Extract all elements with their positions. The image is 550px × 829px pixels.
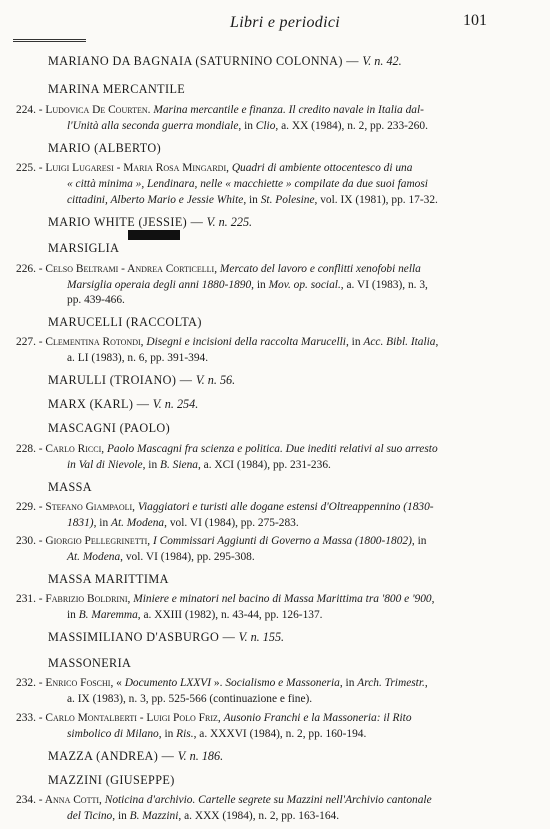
- citation-text: , a. XXXVI (1984), n. 2, pp. 160-194.: [193, 728, 367, 740]
- citation-text: , vol. VI (1984), pp. 275-283.: [164, 517, 299, 529]
- citation-text: ».: [211, 677, 226, 689]
- citation-text: a. LI (1983), n. 6, pp. 391-394.: [67, 352, 209, 364]
- citation-text: , in: [158, 728, 177, 740]
- citation-text: , in: [93, 517, 111, 529]
- title-text: Socialismo e Massoneria: [225, 677, 340, 689]
- entry-first-line: [16, 103, 424, 118]
- citation-text: , in: [251, 279, 269, 291]
- subject-heading: [48, 54, 402, 69]
- title-text: « città minima », Lendinara, nelle « macchiette » compilate da due suoi famosi: [67, 178, 428, 190]
- subject-heading: [48, 373, 235, 388]
- heading-text: MASSIMILIANO D'ASBURGO —: [48, 630, 239, 644]
- heading-text: MASCAGNI (PAOLO): [48, 421, 171, 435]
- citation-text: , in: [411, 535, 427, 547]
- title-text: Marsiglia operaia degli anni 1880-1890: [67, 279, 252, 291]
- title-text: Documento LXXVI: [124, 677, 212, 689]
- author-names: - Anna Cotti,: [38, 794, 105, 806]
- entry-continuation-line: [67, 608, 323, 623]
- title-text: Viaggiatori e turisti alle dogane estensi d'Oltreappennino (1830-: [137, 501, 434, 513]
- subject-heading: [48, 315, 202, 330]
- entry-continuation-line: [67, 516, 299, 531]
- title-text: Quadri di ambiente ottocentesco di una: [231, 162, 413, 174]
- title-text: St. Polesine: [260, 194, 315, 206]
- entry-first-line: [16, 676, 428, 691]
- subject-heading: [48, 397, 198, 412]
- subject-heading: [48, 421, 170, 436]
- citation-text: , a. XXX (1984), n. 2, pp. 163-164.: [178, 810, 340, 822]
- page-header-title: Libri e periodici: [230, 14, 340, 31]
- citation-text: in: [67, 609, 79, 621]
- title-text: Disegni e incisioni della raccolta Marucelli: [146, 336, 346, 348]
- citation-text: , a. VI (1983), n. 3,: [340, 279, 428, 291]
- citation-text: , a. XX (1984), n. 2, pp. 233-260.: [275, 120, 428, 132]
- entry-number: 228.: [16, 443, 39, 455]
- entry-continuation-line: [67, 809, 339, 824]
- entry-continuation-line: [67, 193, 438, 208]
- title-text: Paolo Mascagni fra scienza e politica. Due inediti relativi al suo arresto: [106, 443, 438, 455]
- heading-text: MARINA MERCANTILE: [48, 82, 186, 96]
- entry-continuation-line: [67, 727, 366, 742]
- entry-first-line: [16, 711, 412, 726]
- header-rule: [13, 39, 86, 40]
- title-text: del Ticino: [67, 810, 113, 822]
- author-names: - Celso Beltrami - Andrea Corticelli,: [38, 263, 220, 275]
- subject-heading: [48, 656, 131, 671]
- redaction-mark: [128, 230, 180, 240]
- author-names: - Enrico Foschi,: [38, 677, 117, 689]
- citation-text: , a. XXIII (1982), n. 43-44, pp. 126-137.: [137, 609, 323, 621]
- title-text: Ausonio Franchi e la Massoneria: il Rito: [223, 712, 412, 724]
- subject-heading: [48, 82, 185, 97]
- title-text: Clio: [255, 120, 276, 132]
- citation-text: , in: [339, 677, 358, 689]
- heading-text: MARUCELLI (RACCOLTA): [48, 315, 202, 329]
- citation-text: , in: [345, 336, 364, 348]
- title-text: in Val di Nievole: [67, 459, 143, 471]
- cross-reference: V. n. 56.: [195, 373, 236, 387]
- author-names: - Clementina Rotondi,: [38, 336, 147, 348]
- heading-text: MASSA MARITTIMA: [48, 572, 169, 586]
- entry-first-line: [16, 793, 432, 808]
- citation-text: ,: [424, 677, 428, 689]
- title-text: Marina mercantile e finanza. Il credito navale in Italia dal-: [153, 104, 424, 116]
- citation-text: , a. XCI (1984), pp. 231-236.: [197, 459, 331, 471]
- author-names: - Giorgio Pellegrinetti,: [38, 535, 153, 547]
- title-text: l'Unità alla seconda guerra mondiale: [67, 120, 239, 132]
- citation-text: , in: [238, 120, 256, 132]
- subject-heading: [48, 480, 92, 495]
- subject-heading: [48, 241, 119, 256]
- title-text: Arch. Trimestr.: [357, 677, 425, 689]
- title-text: simbolico di Milano: [67, 728, 159, 740]
- title-text: B. Siena: [160, 459, 198, 471]
- citation-text: , in: [243, 194, 261, 206]
- title-text: At. Modena: [67, 551, 121, 563]
- subject-heading: [48, 215, 252, 230]
- heading-text: MARIO WHITE (JESSIE) —: [48, 215, 207, 229]
- author-names: - Carlo Ricci,: [38, 443, 107, 455]
- entry-continuation-line: [67, 119, 428, 134]
- title-text: Ris.: [176, 728, 194, 740]
- citation-text: , vol. IX (1981), pp. 17-32.: [314, 194, 438, 206]
- entry-continuation-line: [67, 293, 125, 308]
- entry-number: 234.: [16, 794, 39, 806]
- title-text: Noticina d'archivio. Cartelle segrete su Mazzini nell'Archivio cantonale: [104, 794, 432, 806]
- title-text: Acc. Bibl. Italia: [363, 336, 436, 348]
- entry-number: 232.: [16, 677, 39, 689]
- subject-heading: [48, 773, 175, 788]
- cross-reference: V. n. 155.: [238, 630, 285, 644]
- citation-text: , in: [142, 459, 161, 471]
- heading-text: MARX (KARL) —: [48, 397, 153, 411]
- entry-number: 230.: [16, 535, 39, 547]
- title-text: Miniere e minatori nel bacino di Massa Marittima tra '800 e '900: [133, 593, 432, 605]
- entry-number: 227.: [16, 336, 39, 348]
- entry-first-line: [16, 592, 434, 607]
- citation-text: pp. 439-466.: [67, 294, 125, 306]
- entry-first-line: [16, 161, 412, 176]
- entry-first-line: [16, 534, 426, 549]
- entry-continuation-line: [67, 177, 428, 192]
- citation-text: a. IX (1983), n. 3, pp. 525-566 (continuazione e fine).: [67, 693, 313, 705]
- title-text: 1831): [67, 517, 94, 529]
- subject-heading: [48, 572, 169, 587]
- heading-text: MASSONERIA: [48, 656, 132, 670]
- entry-number: 229.: [16, 501, 39, 513]
- page-number: 101: [463, 12, 487, 29]
- heading-text: MARSIGLIA: [48, 241, 120, 255]
- entry-first-line: [16, 262, 421, 277]
- author-names: - Luigi Lugaresi - Maria Rosa Mingardi,: [38, 162, 232, 174]
- heading-text: MAZZA (ANDREA) —: [48, 749, 178, 763]
- heading-text: MARIO (ALBERTO): [48, 141, 162, 155]
- citation-text: ,: [431, 593, 435, 605]
- author-names: - Stefano Giampaoli,: [38, 501, 138, 513]
- header-rule-second: [13, 41, 86, 42]
- heading-text: MAZZINI (GIUSEPPE): [48, 773, 175, 787]
- entry-continuation-line: [67, 278, 428, 293]
- title-text: At. Modena: [110, 517, 165, 529]
- title-text: I Commissari Aggiunti di Governo a Massa (1800-1802): [152, 535, 412, 547]
- heading-text: MARIANO DA BAGNAIA (SATURNINO COLONNA) —: [48, 54, 363, 68]
- citation-text: ,: [435, 336, 439, 348]
- title-text: B. Maremma: [78, 609, 138, 621]
- entry-number: 224.: [16, 104, 39, 116]
- cross-reference: V. n. 42.: [362, 54, 402, 68]
- entry-first-line: [16, 500, 434, 515]
- title-text: Mercato del lavoro e conflitti xenofobi nella: [219, 263, 421, 275]
- entry-continuation-line: [67, 458, 331, 473]
- heading-text: MARULLI (TROIANO) —: [48, 373, 196, 387]
- citation-text: «: [116, 677, 125, 689]
- entry-number: 233.: [16, 712, 39, 724]
- entry-continuation-line: [67, 550, 255, 565]
- entry-number: 231.: [16, 593, 39, 605]
- title-text: Mov. op. social.: [268, 279, 341, 291]
- entry-continuation-line: [67, 351, 208, 366]
- cross-reference: V. n. 186.: [177, 749, 224, 763]
- author-names: - Fabrizio Boldrini,: [38, 593, 134, 605]
- cross-reference: V. n. 225.: [206, 215, 253, 229]
- entry-first-line: [16, 335, 438, 350]
- subject-heading: [48, 749, 223, 764]
- heading-text: MASSA: [48, 480, 92, 494]
- author-names: - Ludovica De Courten.: [38, 104, 154, 116]
- entry-first-line: [16, 442, 438, 457]
- author-names: - Carlo Montalberti - Luigi Polo Friz,: [38, 712, 224, 724]
- entry-continuation-line: [67, 692, 312, 707]
- citation-text: , in: [112, 810, 130, 822]
- citation-text: , vol. VI (1984), pp. 295-308.: [120, 551, 255, 563]
- subject-heading: [48, 141, 161, 156]
- entry-number: 226.: [16, 263, 39, 275]
- entry-number: 225.: [16, 162, 39, 174]
- title-text: cittadini, Alberto Mario e Jessie White: [67, 194, 244, 206]
- title-text: B. Mazzini: [129, 810, 179, 822]
- cross-reference: V. n. 254.: [152, 397, 199, 411]
- subject-heading: [48, 630, 284, 645]
